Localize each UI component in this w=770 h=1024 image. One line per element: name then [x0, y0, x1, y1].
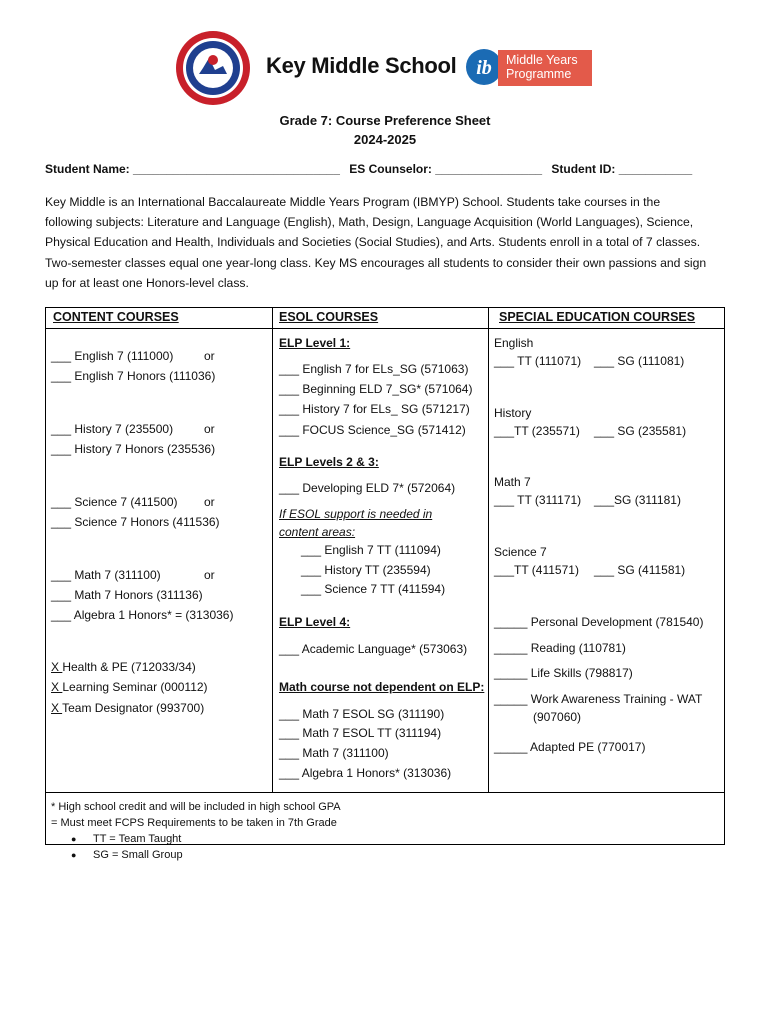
student-name-field[interactable]: Student Name: _______________________________ — [45, 162, 340, 176]
math-7-option[interactable]: ___ Math 7 (311100) — [51, 568, 161, 582]
page-title: Grade 7: Course Preference Sheet — [279, 113, 491, 128]
abbreviation-item: ● TT = Team Taught — [93, 831, 341, 847]
student-id-field[interactable]: Student ID: ___________ — [551, 162, 693, 176]
team-designator-label: Team Designator (993700) — [62, 701, 205, 715]
esol-option[interactable]: ___ Science 7 TT (411594) — [301, 582, 446, 596]
svg-text:ib: ib — [476, 57, 492, 79]
esol-support-note: content areas: — [279, 525, 356, 539]
myp-line-2: Programme — [506, 67, 572, 81]
abbreviation-item: ● SG = Small Group — [93, 847, 341, 863]
notes-divider — [45, 792, 725, 793]
intro-line: following subjects: Literature and Language (English), Math, Design, Language Acquisition (World Languages), Science, — [45, 215, 694, 230]
intro-line: up for at least one Honors-level class. — [45, 275, 249, 290]
sped-option[interactable]: ___ TT (311171) — [494, 493, 582, 507]
esol-option[interactable]: ___ English 7 TT (111094) — [301, 543, 441, 557]
health-pe-row — [51, 657, 196, 677]
sped-option[interactable]: ___ SG (111081) — [594, 354, 685, 368]
algebra-1-honors-option[interactable]: ___ Algebra 1 Honors* = (313036) — [51, 608, 234, 622]
sped-option[interactable]: ___ SG (411581) — [594, 563, 686, 577]
footnote: = Must meet FCPS Requirements to be taken in 7th Grade — [51, 817, 337, 829]
or-label: or — [204, 349, 215, 363]
or-label: or — [204, 568, 215, 582]
esol-option[interactable]: ___ History 7 for ELs_ SG (571217) — [279, 402, 470, 416]
myp-line-1: Middle Years — [506, 53, 578, 67]
sped-option[interactable]: ___ TT (111071) — [494, 354, 582, 368]
sped-option[interactable]: _____ Adapted PE (770017) — [494, 740, 646, 754]
esol-courses-heading: ESOL COURSES — [279, 310, 379, 324]
myp-banner — [498, 50, 592, 86]
sped-option[interactable]: ___SG (311181) — [594, 493, 681, 507]
column-divider — [488, 307, 489, 792]
content-courses-heading: CONTENT COURSES — [53, 310, 179, 324]
intro-line: Key Middle is an International Baccalaureate Middle Years Program (IBMYP) School. Students take courses in the — [45, 195, 661, 209]
sped-option[interactable]: _____ Life Skills (798817) — [494, 666, 633, 680]
sped-option[interactable]: _____ Reading (110781) — [494, 641, 626, 655]
intro-line: Physical Education and Health, Individuals and Societies (Social Studies), and Arts. Students enroll in a total of 7 classes. — [45, 235, 701, 250]
esol-math-option[interactable]: ___ Algebra 1 Honors* (313036) — [279, 766, 452, 780]
or-label: or — [204, 422, 215, 436]
intro-paragraph — [45, 192, 730, 293]
elp-level-4-heading: ELP Level 4: — [279, 615, 351, 629]
english-7-option[interactable]: ___ English 7 (111000) — [51, 349, 174, 363]
sped-option-code: (907060) — [533, 710, 582, 724]
sped-option[interactable]: _____ Personal Development (781540) — [494, 615, 704, 629]
required-mark: X — [51, 701, 63, 715]
student-info-line — [45, 162, 735, 176]
column-divider — [272, 307, 273, 792]
math-not-dependent-heading: Math course not dependent on ELP: — [279, 680, 485, 694]
learning-seminar-row — [51, 677, 208, 697]
abbreviation-list — [51, 831, 341, 863]
intro-line: Two-semester classes equal one year-long class. Key MS encourages all students to consider their own passions and sign — [45, 255, 707, 270]
footnote: * High school credit and will be included in high school GPA — [51, 801, 341, 813]
sped-option[interactable]: ___ SG (235581) — [594, 424, 687, 438]
required-mark: X — [51, 660, 63, 674]
esol-math-option[interactable]: ___ Math 7 ESOL TT (311194) — [279, 726, 442, 740]
esol-option[interactable]: ___ Beginning ELD 7_SG* (571064) — [279, 382, 473, 396]
sped-option[interactable]: _____ Work Awareness Training - WAT — [494, 692, 703, 706]
sped-history-label: History — [494, 406, 532, 420]
science-7-option[interactable]: ___ Science 7 (411500) — [51, 495, 178, 509]
science-7-honors-option[interactable]: ___ Science 7 Honors (411536) — [51, 515, 220, 529]
history-7-option[interactable]: ___ History 7 (235500) — [51, 422, 174, 436]
health-pe-label: Health & PE (712033/34) — [62, 660, 196, 674]
elp-levels-2-3-heading: ELP Levels 2 & 3: — [279, 455, 379, 469]
or-label: or — [204, 495, 215, 509]
esol-option[interactable]: ___ FOCUS Science_SG (571412) — [279, 423, 466, 437]
esol-option[interactable]: ___ English 7 for ELs_SG (571063) — [279, 362, 469, 376]
sped-math-label: Math 7 — [494, 475, 531, 489]
english-7-honors-option[interactable]: ___ English 7 Honors (111036) — [51, 369, 216, 383]
footnotes — [51, 799, 341, 863]
sped-courses-heading: SPECIAL EDUCATION COURSES — [499, 310, 696, 324]
sped-option[interactable]: ___TT (411571) — [494, 563, 579, 577]
school-seal-logo — [175, 30, 251, 106]
team-designator-row — [51, 698, 204, 718]
math-7-honors-option[interactable]: ___ Math 7 Honors (311136) — [51, 588, 203, 602]
sped-science-label: Science 7 — [494, 545, 547, 559]
esol-math-option[interactable]: ___ Math 7 ESOL SG (311190) — [279, 707, 445, 721]
esol-support-note: If ESOL support is needed in — [279, 507, 433, 521]
history-7-honors-option[interactable]: ___ History 7 Honors (235536) — [51, 442, 216, 456]
school-name: Key Middle School — [266, 53, 457, 78]
elp-level-1-heading: ELP Level 1: — [279, 336, 351, 350]
esol-option[interactable]: ___ Developing ELD 7* (572064) — [279, 481, 456, 495]
school-year: 2024-2025 — [353, 132, 417, 147]
sped-option[interactable]: ___TT (235571) — [494, 424, 580, 438]
esol-option[interactable]: ___ Academic Language* (573063) — [279, 642, 468, 656]
sped-english-label: English — [494, 336, 534, 350]
learning-seminar-label: Learning Seminar (000112) — [62, 680, 208, 694]
esol-math-option[interactable]: ___ Math 7 (311100) — [279, 746, 389, 760]
required-mark: X — [51, 680, 63, 694]
counselor-field[interactable]: ES Counselor: ________________ — [349, 162, 543, 176]
table-header-divider — [45, 328, 725, 329]
esol-option[interactable]: ___ History TT (235594) — [301, 563, 431, 577]
